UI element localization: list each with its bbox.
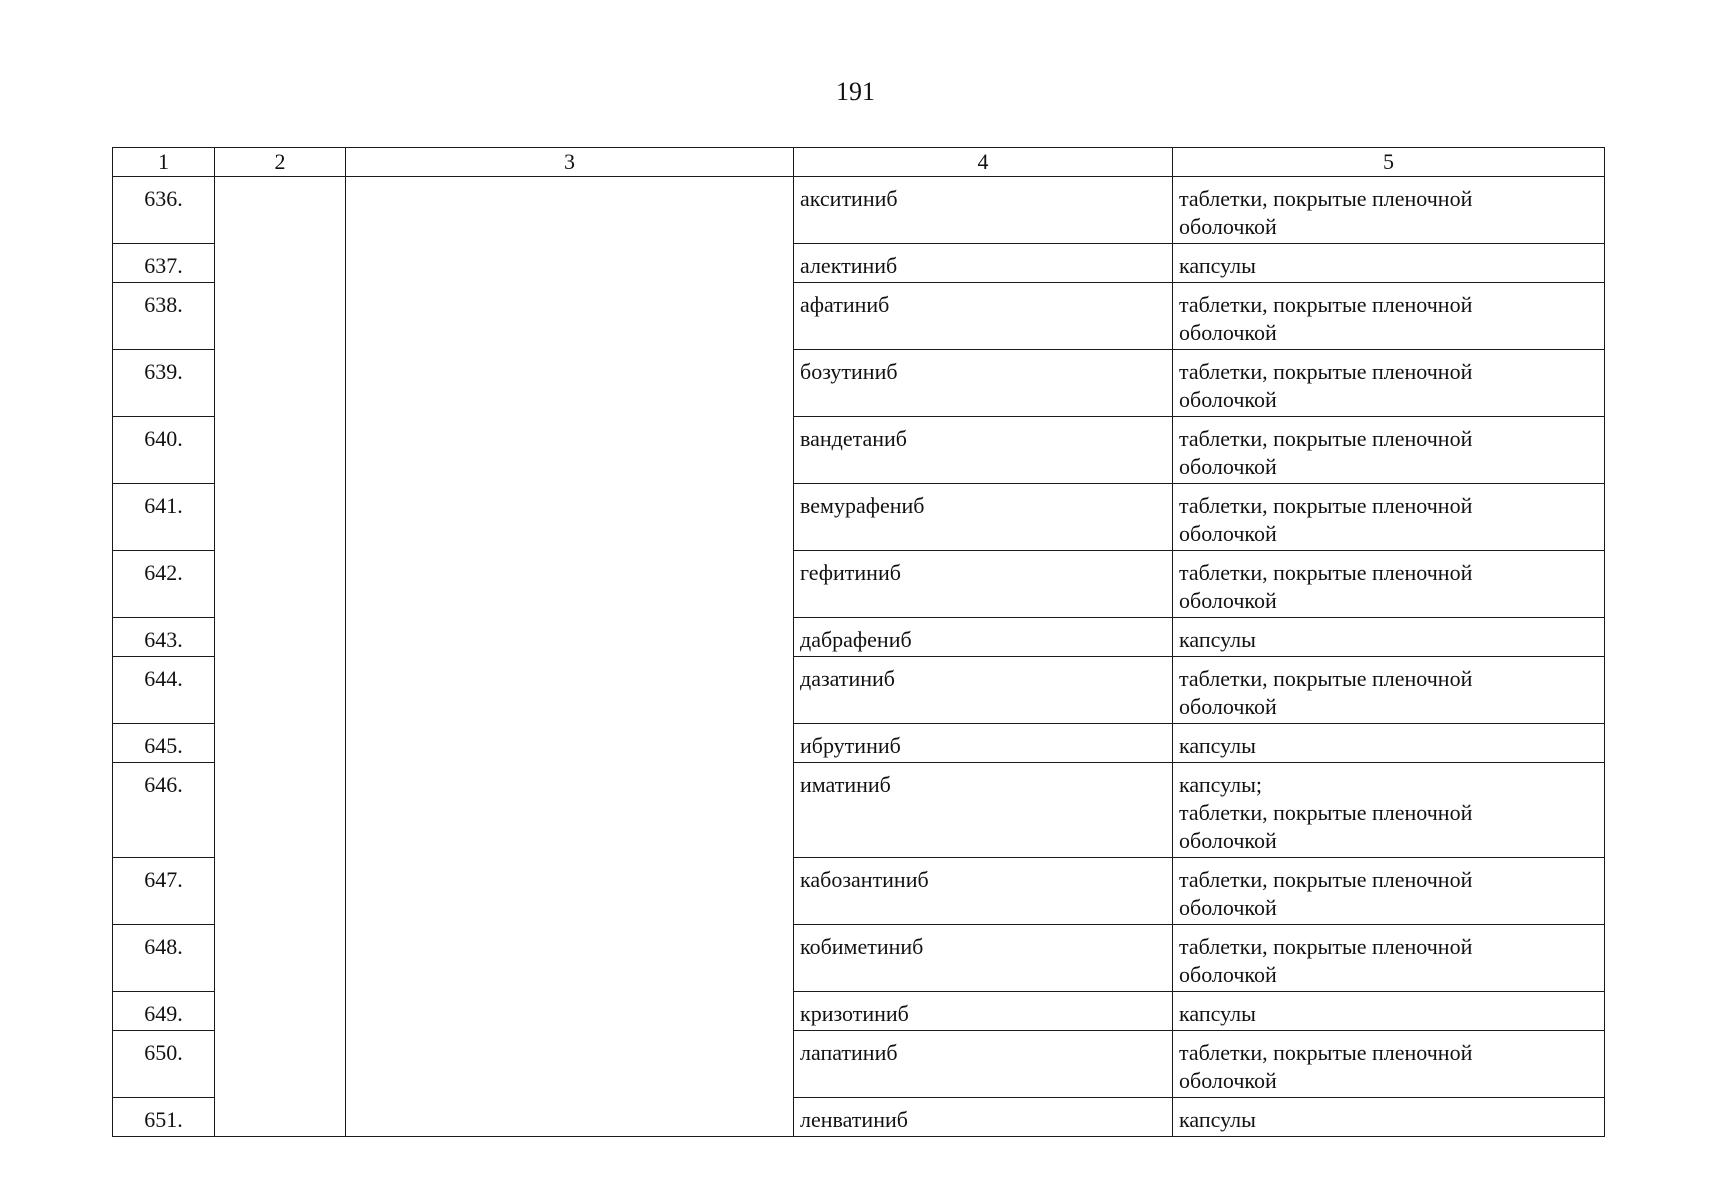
dosage-form-line: оболочкой	[1179, 214, 1277, 239]
drug-name-cell: иматиниб	[794, 763, 1173, 858]
table-row	[113, 177, 1605, 244]
dosage-form-line: оболочкой	[1179, 1068, 1277, 1093]
dosage-form-line: капсулы	[1179, 627, 1256, 652]
column-header: 1	[113, 148, 215, 177]
drug-name-cell: лапатиниб	[794, 1031, 1173, 1098]
dosage-form-cell	[1173, 657, 1605, 724]
dosage-form-cell	[1173, 992, 1605, 1031]
page-number: 191	[836, 77, 875, 106]
medication-table	[112, 147, 1605, 1137]
row-number-cell: 640.	[113, 417, 215, 484]
row-number-cell: 645.	[113, 724, 215, 763]
dosage-form-cell	[1173, 618, 1605, 657]
dosage-form-cell	[1173, 551, 1605, 618]
drug-name-cell: афатиниб	[794, 283, 1173, 350]
header-row	[113, 148, 1605, 177]
drug-name-cell: кобиметиниб	[794, 925, 1173, 992]
dosage-form-cell	[1173, 417, 1605, 484]
drug-name-cell: кризотиниб	[794, 992, 1173, 1031]
row-number-cell: 650.	[113, 1031, 215, 1098]
dosage-form-line: капсулы;	[1179, 772, 1262, 797]
drug-name-cell: ленватиниб	[794, 1098, 1173, 1137]
dosage-form-line: оболочкой	[1179, 828, 1277, 853]
dosage-form-cell	[1173, 283, 1605, 350]
row-number-cell: 651.	[113, 1098, 215, 1137]
drug-name-cell: алектиниб	[794, 244, 1173, 283]
column-header: 3	[346, 148, 794, 177]
dosage-form-line: таблетки, покрытые пленочной	[1179, 292, 1473, 317]
dosage-form-cell	[1173, 1098, 1605, 1137]
dosage-form-line: таблетки, покрытые пленочной	[1179, 1040, 1473, 1065]
drug-name-cell: гефитиниб	[794, 551, 1173, 618]
dosage-form-line: таблетки, покрытые пленочной	[1179, 800, 1473, 825]
dosage-form-line: таблетки, покрытые пленочной	[1179, 359, 1473, 384]
drug-name-cell: дазатиниб	[794, 657, 1173, 724]
dosage-form-line: капсулы	[1179, 1001, 1256, 1026]
row-number-cell: 647.	[113, 858, 215, 925]
drug-name-cell: вандетаниб	[794, 417, 1173, 484]
dosage-form-line: капсулы	[1179, 1107, 1256, 1132]
dosage-form-line: таблетки, покрытые пленочной	[1179, 867, 1473, 892]
dosage-form-line: таблетки, покрытые пленочной	[1179, 426, 1473, 451]
row-number-cell: 648.	[113, 925, 215, 992]
dosage-form-line: капсулы	[1179, 253, 1256, 278]
column-header: 5	[1173, 148, 1605, 177]
dosage-form-line: оболочкой	[1179, 320, 1277, 345]
column-header: 2	[215, 148, 346, 177]
dosage-form-line: оболочкой	[1179, 521, 1277, 546]
dosage-form-line: таблетки, покрытые пленочной	[1179, 186, 1473, 211]
dosage-form-line: оболочкой	[1179, 588, 1277, 613]
dosage-form-line: таблетки, покрытые пленочной	[1179, 493, 1473, 518]
dosage-form-cell	[1173, 244, 1605, 283]
drug-name-cell: ибрутиниб	[794, 724, 1173, 763]
dosage-form-cell	[1173, 763, 1605, 858]
dosage-form-cell	[1173, 350, 1605, 417]
row-number-cell: 638.	[113, 283, 215, 350]
dosage-form-cell	[1173, 484, 1605, 551]
dosage-form-line: таблетки, покрытые пленочной	[1179, 934, 1473, 959]
drug-name-cell: акситиниб	[794, 177, 1173, 244]
drug-name-cell: вемурафениб	[794, 484, 1173, 551]
row-number-cell: 646.	[113, 763, 215, 858]
dosage-form-line: капсулы	[1179, 733, 1256, 758]
row-number-cell: 642.	[113, 551, 215, 618]
dosage-form-line: оболочкой	[1179, 694, 1277, 719]
drug-name-cell: дабрафениб	[794, 618, 1173, 657]
row-number-cell: 649.	[113, 992, 215, 1031]
anatomical-group-cell	[346, 177, 794, 1137]
dosage-form-cell	[1173, 1031, 1605, 1098]
dosage-form-line: оболочкой	[1179, 962, 1277, 987]
row-number-cell: 641.	[113, 484, 215, 551]
drug-name-cell: кабозантиниб	[794, 858, 1173, 925]
row-number-cell: 643.	[113, 618, 215, 657]
row-number-cell: 639.	[113, 350, 215, 417]
dosage-form-cell	[1173, 858, 1605, 925]
dosage-form-line: оболочкой	[1179, 895, 1277, 920]
dosage-form-cell	[1173, 724, 1605, 763]
dosage-form-line: оболочкой	[1179, 454, 1277, 479]
table-body	[113, 148, 1605, 1137]
column-header: 4	[794, 148, 1173, 177]
dosage-form-cell	[1173, 925, 1605, 992]
row-number-cell: 637.	[113, 244, 215, 283]
dosage-form-line: таблетки, покрытые пленочной	[1179, 560, 1473, 585]
drug-name-cell: бозутиниб	[794, 350, 1173, 417]
row-number-cell: 644.	[113, 657, 215, 724]
dosage-form-line: таблетки, покрытые пленочной	[1179, 666, 1473, 691]
row-number-cell: 636.	[113, 177, 215, 244]
dosage-form-line: оболочкой	[1179, 387, 1277, 412]
atc-code-cell	[215, 177, 346, 1137]
dosage-form-cell	[1173, 177, 1605, 244]
